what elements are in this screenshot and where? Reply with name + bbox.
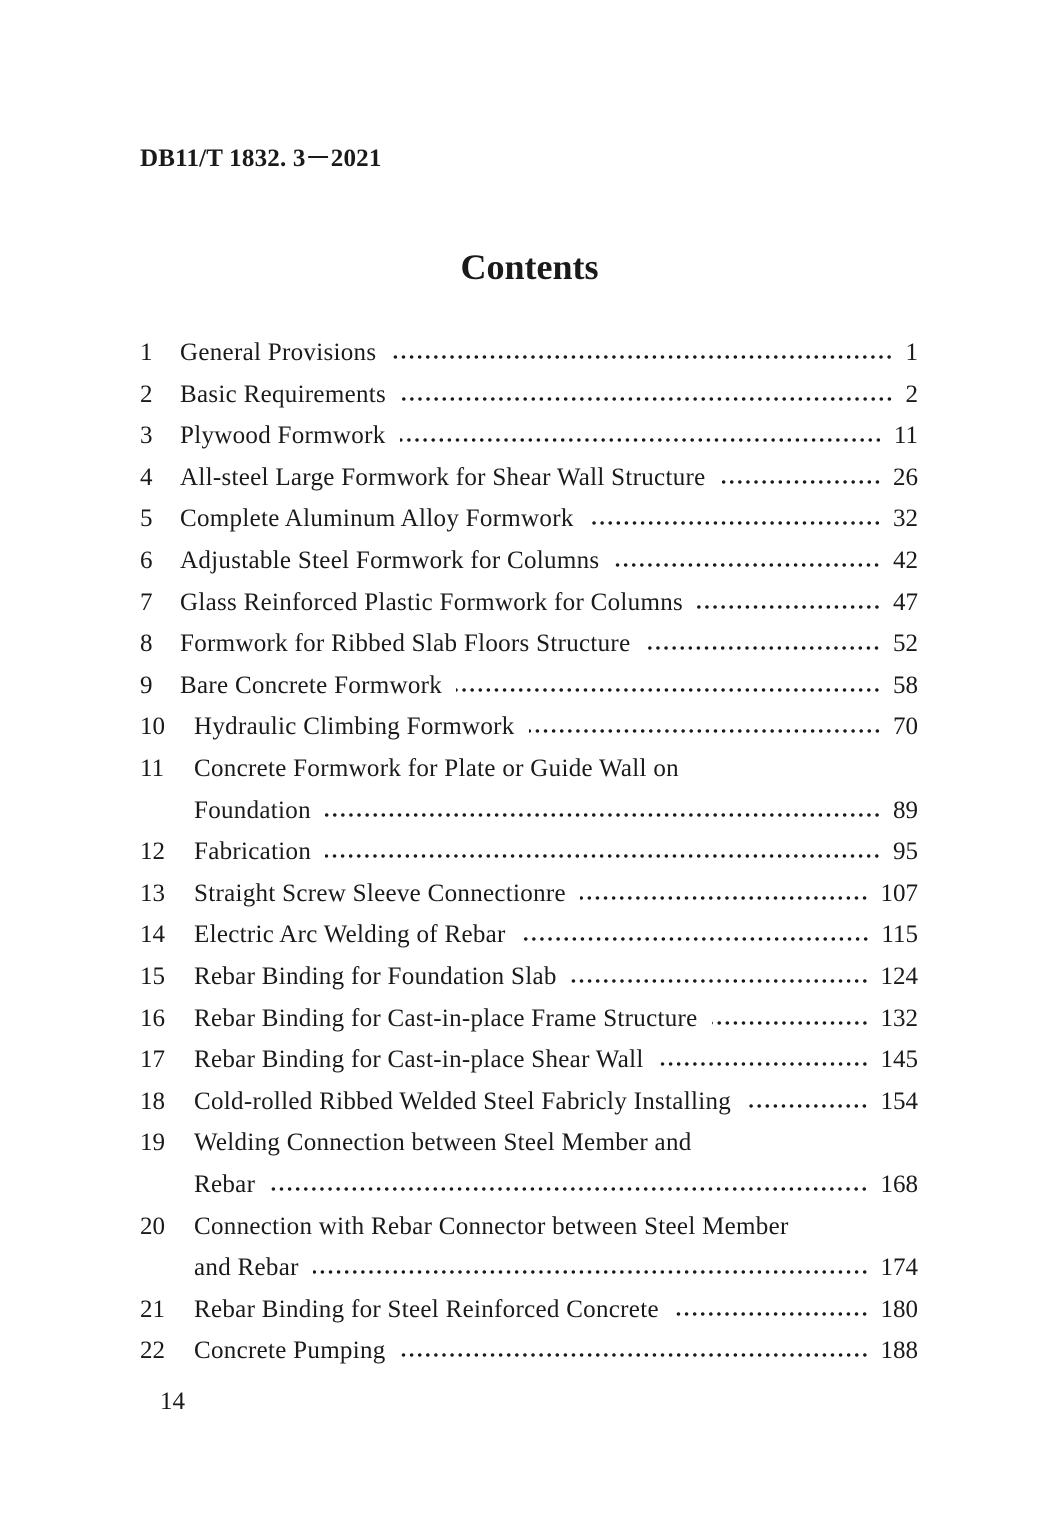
toc-entry-title: Rebar Binding for Foundation Slab <box>194 963 557 990</box>
toc-entry-title: Concrete Pumping <box>194 1337 386 1365</box>
dot-leader <box>400 397 893 401</box>
toc-entry-title: Complete Aluminum Alloy Formwork <box>180 505 574 533</box>
toc-entry-line <box>140 544 918 578</box>
toc-entry-line <box>140 669 918 703</box>
toc-entry-line <box>140 960 918 994</box>
toc-entry-number: 1 <box>140 339 153 366</box>
toc-entry-title: Hydraulic Climbing Formwork <box>194 713 515 741</box>
toc-entry-number: 15 <box>140 963 165 990</box>
page-title: Contents <box>460 247 599 287</box>
dot-leader <box>658 1062 869 1066</box>
toc-entry-number: 18 <box>140 1087 165 1115</box>
dot-leader <box>644 646 881 650</box>
toc-entry-line <box>140 710 918 744</box>
dot-leader <box>325 813 881 817</box>
toc-entry-page: 26 <box>893 463 918 491</box>
dot-leader <box>613 563 881 567</box>
toc-entry-number: 5 <box>140 505 153 533</box>
toc-entry-title: Formwork for Ribbed Slab Floors Structure <box>180 630 631 658</box>
toc-entry-page: 188 <box>880 1337 918 1365</box>
toc-entry-number: 14 <box>140 921 165 949</box>
toc-entry-page: 154 <box>880 1087 918 1115</box>
toc-entry-line <box>140 1085 918 1119</box>
toc-entry-number: 17 <box>140 1046 165 1074</box>
toc-entry-line <box>140 1293 918 1327</box>
dot-leader <box>400 1353 869 1357</box>
toc-entry-line <box>140 835 918 869</box>
toc-entry-title: Basic Requirements <box>180 380 387 408</box>
toc-entry-title: Rebar Binding for Steel Reinforced Concrete <box>194 1295 659 1323</box>
dot-leader <box>456 688 881 692</box>
toc-entry-title: Adjustable Steel Formwork for Columns <box>180 547 600 574</box>
toc-entry-title: Cold-rolled Ribbed Welded Steel Fabricly Installing <box>194 1087 732 1115</box>
toc-entry-title: Bare Concrete Formwork <box>180 671 443 699</box>
toc-entry-number: 7 <box>140 588 153 616</box>
toc-entry-title: Fabrication <box>194 838 312 866</box>
dot-leader <box>697 605 881 609</box>
toc-entry-page: 42 <box>893 547 918 574</box>
toc-entry-page: 145 <box>880 1046 918 1074</box>
dot-leader <box>325 854 881 858</box>
toc-entry-page: 11 <box>893 422 918 450</box>
toc-entry-page: 132 <box>880 1004 918 1032</box>
toc-entry-number: 12 <box>140 838 165 866</box>
dot-leader <box>673 1312 869 1316</box>
toc-entry-title: General Provisions <box>180 339 377 366</box>
toc-entry-title: All-steel Large Formwork for Shear Wall Structure <box>180 463 706 491</box>
toc-entry-line <box>140 502 918 536</box>
toc-entry-number: 21 <box>140 1295 165 1323</box>
toc-entry-title: Rebar <box>194 1171 256 1198</box>
toc-entry-line <box>140 877 918 911</box>
toc-entry-number: 16 <box>140 1004 165 1032</box>
toc-entry-number: 22 <box>140 1337 165 1365</box>
toc-entry-page: 47 <box>893 588 918 616</box>
toc-entry-title: Plywood Formwork <box>180 422 386 450</box>
dot-leader <box>400 438 882 442</box>
toc-entry-title: Glass Reinforced Plastic Formwork for Columns <box>180 588 684 616</box>
dot-leader <box>571 979 869 983</box>
toc-entry-page: 95 <box>893 838 918 866</box>
toc-entry-line <box>140 1002 918 1036</box>
document-code: DB11/T 1832. 3－2021 <box>140 145 382 172</box>
toc-entry-page: 58 <box>893 671 918 699</box>
toc-entry-number: 19 <box>140 1129 165 1157</box>
toc-entry-title: Rebar Binding for Cast-in-place Frame Structure <box>194 1004 698 1032</box>
toc-entry-number: 4 <box>140 463 153 491</box>
toc-entry-line <box>140 1043 918 1077</box>
dot-leader <box>520 937 870 941</box>
toc-entry-line <box>140 752 918 786</box>
toc-entry-number: 10 <box>140 713 165 741</box>
dot-leader <box>712 1021 869 1025</box>
toc-entry-page: 174 <box>880 1254 918 1282</box>
toc-entry-line <box>140 918 918 952</box>
dot-leader <box>588 521 881 525</box>
toc-entry-page: 70 <box>893 713 918 741</box>
page-number: 14 <box>160 1388 185 1415</box>
dot-leader <box>269 1187 868 1191</box>
toc-entry-number: 3 <box>140 422 153 450</box>
toc-entry-page: 1 <box>905 339 918 366</box>
toc-entry-number: 9 <box>140 671 153 699</box>
toc-entry-line <box>140 419 918 453</box>
toc-entry-page: 52 <box>893 630 918 658</box>
toc-entry-line <box>140 1210 918 1244</box>
toc-entry-number: 8 <box>140 630 153 658</box>
toc-entry-number: 11 <box>140 755 165 782</box>
toc-entry-page: 32 <box>893 505 918 533</box>
toc-entry-line <box>140 1126 918 1160</box>
toc-entry-title: Connection with Rebar Connector between Steel Member <box>194 1212 789 1240</box>
toc-entry-title: and Rebar <box>194 1254 299 1282</box>
toc-entry-line <box>140 461 918 495</box>
toc-entry-page: 2 <box>905 380 918 408</box>
toc-entry-page: 107 <box>880 879 918 907</box>
toc-entry-title: Welding Connection between Steel Member and <box>194 1129 692 1157</box>
toc-entry-line <box>140 378 918 412</box>
toc-entry-line <box>140 794 918 828</box>
toc-entry-number: 2 <box>140 380 153 408</box>
dot-leader <box>720 480 881 484</box>
dot-leader <box>529 729 881 733</box>
toc-entry-page: 115 <box>881 921 918 949</box>
dot-leader <box>390 355 893 359</box>
toc-entry-title: Straight Screw Sleeve Connectionre <box>194 879 566 907</box>
toc-entry-title: Foundation <box>194 796 311 824</box>
toc-entry-number: 6 <box>140 547 153 574</box>
toc-entry-line <box>140 627 918 661</box>
toc-entry-title: Concrete Formwork for Plate or Guide Wall on <box>194 755 679 782</box>
toc-entry-page: 89 <box>893 796 918 824</box>
dot-leader <box>313 1270 869 1274</box>
toc-entry-line <box>140 336 918 370</box>
toc-entry-page: 124 <box>880 963 918 990</box>
dot-leader <box>580 896 869 900</box>
toc-entry-page: 180 <box>880 1295 918 1323</box>
toc-entry-line <box>140 586 918 620</box>
toc-entry-number: 13 <box>140 879 165 907</box>
toc-entry-line <box>140 1334 918 1368</box>
toc-entry-page: 168 <box>880 1171 918 1198</box>
dot-leader <box>745 1104 868 1108</box>
toc-entry-title: Rebar Binding for Cast-in-place Shear Wall <box>194 1046 644 1074</box>
toc-entry-title: Electric Arc Welding of Rebar <box>194 921 506 949</box>
toc-entry-number: 20 <box>140 1212 165 1240</box>
toc-entry-line <box>140 1251 918 1285</box>
toc-entry-line <box>140 1168 918 1202</box>
